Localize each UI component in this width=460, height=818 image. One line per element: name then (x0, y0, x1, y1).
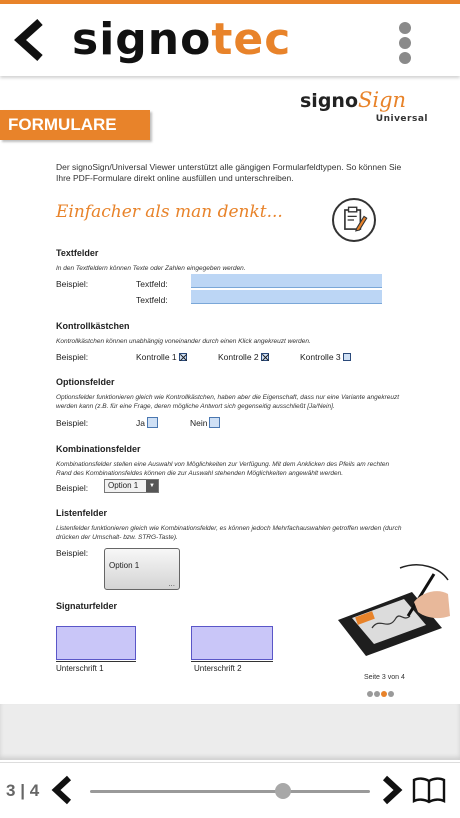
brand-text-part2: tec (211, 14, 292, 65)
example-label: Beispiel: (56, 483, 89, 493)
brand-logo (72, 10, 291, 70)
combo-heading: Kombinationsfelder (56, 444, 141, 454)
signature-line-2 (191, 661, 273, 662)
checkbox-2-box[interactable] (261, 353, 269, 361)
pdf-page (0, 78, 460, 704)
signature-label-2: Unterschrift 2 (194, 664, 242, 673)
example-label: Beispiel: (56, 279, 89, 289)
top-bar (0, 0, 460, 76)
page-counter: 3 | 4 (6, 781, 40, 800)
radio-yes[interactable]: Ja (136, 417, 158, 428)
clipboard-pen-icon (332, 198, 376, 242)
intro-text: Der signoSign/Universal Viewer unterstützt alle gängigen Formularfeldtypen. So können Sie Ihre PDF-Formulare direkt online ausfüllen und unterschreiben. (56, 162, 402, 183)
page-slider-track[interactable] (90, 790, 370, 793)
signosign-logo: signoSign Universal (300, 88, 428, 124)
page-dot (388, 691, 394, 697)
textfields-heading: Textfelder (56, 248, 99, 258)
textfield-label-1: Textfeld: (136, 279, 168, 289)
list-more: ... (168, 579, 175, 588)
tagline: Einfacher als man denkt... (56, 202, 283, 222)
page-dot (367, 691, 373, 697)
list-box[interactable]: Option 1 ... (104, 548, 180, 590)
checkboxes-heading: Kontrollkästchen (56, 321, 130, 331)
listbox-description: Listenfelder funktionieren gleich wie Kombinationsfelder, es können jedoch Mehrfachauswahlen getroffen werden (durch drücken der Umschalt- bzw. STRG-Taste). (56, 525, 402, 541)
checkboxes-description: Kontrollkästchen können unabhängig voneinander durch einen Klick angekreuzt werden. (56, 338, 311, 345)
page-info: Seite 3 von 4 (364, 674, 405, 681)
page-slider-knob[interactable] (275, 783, 291, 799)
next-page-icon[interactable] (380, 775, 404, 805)
brand-text-part1: signo (72, 14, 212, 65)
back-chevron-icon[interactable] (12, 18, 46, 62)
textfield-2[interactable] (191, 290, 382, 304)
bottom-toolbar (0, 762, 460, 818)
checkbox-1-box[interactable] (179, 353, 187, 361)
viewer-background (0, 704, 460, 760)
signature-field-1[interactable] (56, 626, 136, 660)
example-label: Beispiel: (56, 548, 89, 558)
more-options-icon[interactable] (398, 22, 412, 66)
signatures-heading: Signaturfelder (56, 601, 118, 611)
signature-field-2[interactable] (191, 626, 273, 660)
combo-description: Kombinationsfelder stellen eine Auswahl von Möglichkeiten zur Verfügung. Mit dem Anklicken des Pfeils am rechten Rand des Kombinationsfeldes können die zur Auswahl stehenden Möglichkeiten angewählt werden. (56, 461, 390, 477)
section-ribbon: FORMULARE (0, 110, 150, 140)
textfields-description: In den Textfeldern können Texte oder Zahlen eingegeben werden. (56, 265, 246, 272)
example-label: Beispiel: (56, 352, 89, 362)
signature-pad-image (330, 558, 450, 668)
radio-no-box[interactable] (209, 417, 220, 428)
example-label: Beispiel: (56, 418, 89, 428)
options-description: Optionsfelder funktionieren gleich wie Kontrollkästchen, haben aber die Eigenschaft, dass nur eine Variante angekreuzt werden kann (z.B. für eine Frage, deren mögliche Antwort sich gegenseitig ausschließt [Ja/Nein]. (56, 394, 400, 410)
checkbox-2[interactable]: Kontrolle 2 (218, 352, 269, 362)
page-dot (381, 691, 387, 697)
page-dot (374, 691, 380, 697)
checkbox-1[interactable]: Kontrolle 1 (136, 352, 187, 362)
signature-label-1: Unterschrift 1 (56, 664, 104, 673)
dropdown-arrow-icon[interactable]: ▼ (146, 480, 158, 492)
radio-yes-box[interactable] (147, 417, 158, 428)
page-dots (367, 684, 395, 702)
listbox-heading: Listenfelder (56, 508, 108, 518)
options-heading: Optionsfelder (56, 377, 115, 387)
checkbox-3[interactable]: Kontrolle 3 (300, 352, 351, 362)
checkbox-3-box[interactable] (343, 353, 351, 361)
signature-line-1 (56, 661, 136, 662)
radio-no[interactable]: Nein (190, 417, 220, 428)
combo-box[interactable]: Option 1 ▼ (104, 479, 159, 493)
previous-page-icon[interactable] (50, 775, 74, 805)
book-icon[interactable] (412, 775, 446, 805)
textfield-1[interactable] (191, 274, 382, 288)
textfield-label-2: Textfeld: (136, 295, 168, 305)
